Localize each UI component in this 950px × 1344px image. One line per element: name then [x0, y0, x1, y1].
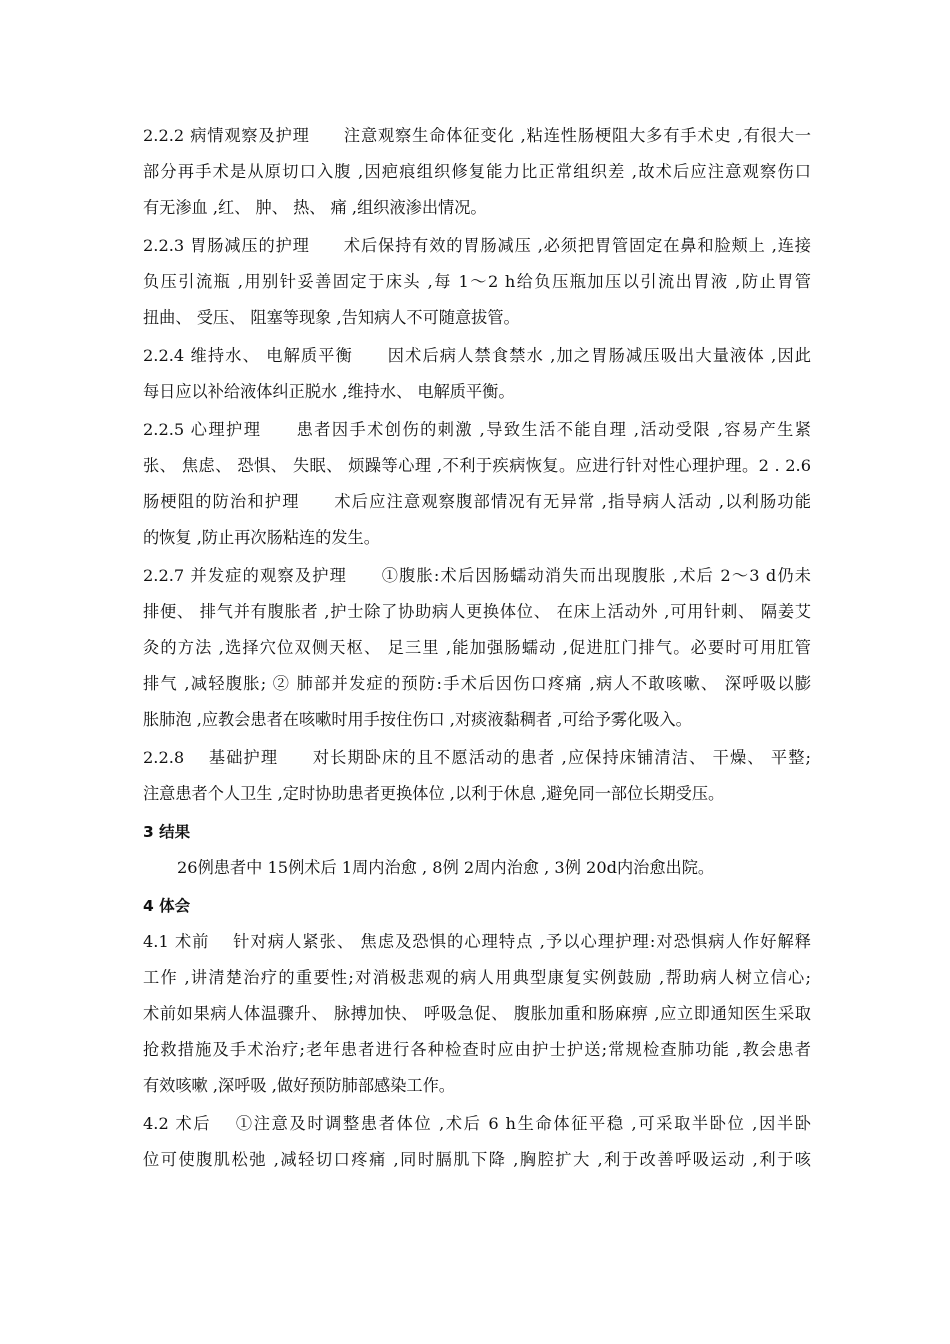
- text-line: 工作 ,讲清楚治疗的重要性;对消极悲观的病人用典型康复实例鼓励 ,帮助病人树立信心;: [143, 968, 811, 987]
- text-line: 胀肺泡 ,应教会患者在咳嗽时用手按住伤口 ,对痰液黏稠者 ,可给予雾化吸入。: [143, 710, 692, 729]
- text-line: 2.2.7 并发症的观察及护理 ①腹胀:术后因肠蠕动消失而出现腹胀 ,术后 2～3 d仍未: [143, 566, 811, 585]
- experience-heading: 4 体会: [143, 897, 191, 915]
- text-line: 排便、 排气并有腹胀者 ,护士除了协助病人更换体位、 在床上活动外 ,可用针刺、 隔姜艾: [143, 602, 811, 621]
- text-line: 2.2.8 基础护理 对长期卧床的且不愿活动的患者 ,应保持床铺清洁、 干燥、 平整;: [143, 748, 811, 767]
- text-line: 位可使腹肌松弛 ,减轻切口疼痛 ,同时膈肌下降 ,胸腔扩大 ,利于改善呼吸运动 ,利于咳: [143, 1150, 811, 1169]
- text-line: 4.2 术后 ①注意及时调整患者体位 ,术后 6 h生命体征平稳 ,可采取半卧位 ,因半卧: [143, 1114, 811, 1133]
- results-text: 26例患者中 15例术后 1周内治愈 , 8例 2周内治愈 , 3例 20d内治愈出院。: [177, 858, 715, 877]
- results-heading: 3 结果: [143, 823, 191, 841]
- text-line: 每日应以补给液体纠正脱水 ,维持水、 电解质平衡。: [143, 382, 515, 401]
- section-4-2: [143, 1106, 811, 1178]
- text-line: 张、 焦虑、 恐惧、 失眠、 烦躁等心理 ,不利于疾病恢复。应进行针对性心理护理。2 . 2.6: [143, 456, 811, 475]
- section-2-2-8: [143, 740, 811, 812]
- text-line: 2.2.3 胃肠减压的护理 术后保持有效的胃肠减压 ,必须把胃管固定在鼻和脸颊上 ,连接: [143, 236, 811, 255]
- text-line: 有无渗血 ,红、 肿、 热、 痛 ,组织液渗出情况。: [143, 198, 487, 217]
- text-line: 部分再手术是从原切口入腹 ,因疤痕组织修复能力比正常组织差 ,故术后应注意观察伤口: [143, 162, 811, 181]
- text-line: 2.2.4 维持水、 电解质平衡 因术后病人禁食禁水 ,加之胃肠减压吸出大量液体 ,因此: [143, 346, 811, 365]
- text-line: 2.2.2 病情观察及护理 注意观察生命体征变化 ,粘连性肠梗阻大多有手术史 ,有很大一: [143, 126, 811, 145]
- text-line: 的恢复 ,防止再次肠粘连的发生。: [143, 528, 380, 547]
- text-line: 术前如果病人体温骤升、 脉搏加快、 呼吸急促、 腹胀加重和肠麻痹 ,应立即通知医生采取: [143, 1004, 811, 1023]
- text-line: 负压引流瓶 ,用别针妥善固定于床头 ,每 1～2 h给负压瓶加压以引流出胃液 ,防止胃管: [143, 272, 811, 291]
- text-line: 有效咳嗽 ,深呼吸 ,做好预防肺部感染工作。: [143, 1076, 455, 1095]
- document-page: [143, 118, 811, 1178]
- section-4-1: [143, 924, 811, 1104]
- section-2-2-3: [143, 228, 811, 336]
- text-line: 灸的方法 ,选择穴位双侧天枢、 足三里 ,能加强肠蠕动 ,促进肛门排气。必要时可用肛管: [143, 638, 811, 657]
- text-line: 2.2.5 心理护理 患者因手术创伤的刺激 ,导致生活不能自理 ,活动受限 ,容易产生紧: [143, 420, 811, 439]
- text-line: 注意患者个人卫生 ,定时协助患者更换体位 ,以利于休息 ,避免同一部位长期受压。: [143, 784, 725, 803]
- section-2-2-4: [143, 338, 811, 410]
- section-2-2-5: [143, 412, 811, 556]
- section-2-2-7: [143, 558, 811, 738]
- section-2-2-2: [143, 118, 811, 226]
- text-line: 4.1 术前 针对病人紧张、 焦虑及恐惧的心理特点 ,予以心理护理:对恐惧病人作好解释: [143, 932, 811, 951]
- text-line: 扭曲、 受压、 阻塞等现象 ,告知病人不可随意拔管。: [143, 308, 520, 327]
- text-line: 肠梗阻的防治和护理 术后应注意观察腹部情况有无异常 ,指导病人活动 ,以利肠功能: [143, 492, 811, 511]
- text-line: 排气 ,减轻腹胀; ② 肺部并发症的预防:手术后因伤口疼痛 ,病人不敢咳嗽、 深呼吸以膨: [143, 674, 811, 693]
- text-line: 抢救措施及手术治疗;老年患者进行各种检查时应由护士护送;常规检查肺功能 ,教会患者: [143, 1040, 811, 1059]
